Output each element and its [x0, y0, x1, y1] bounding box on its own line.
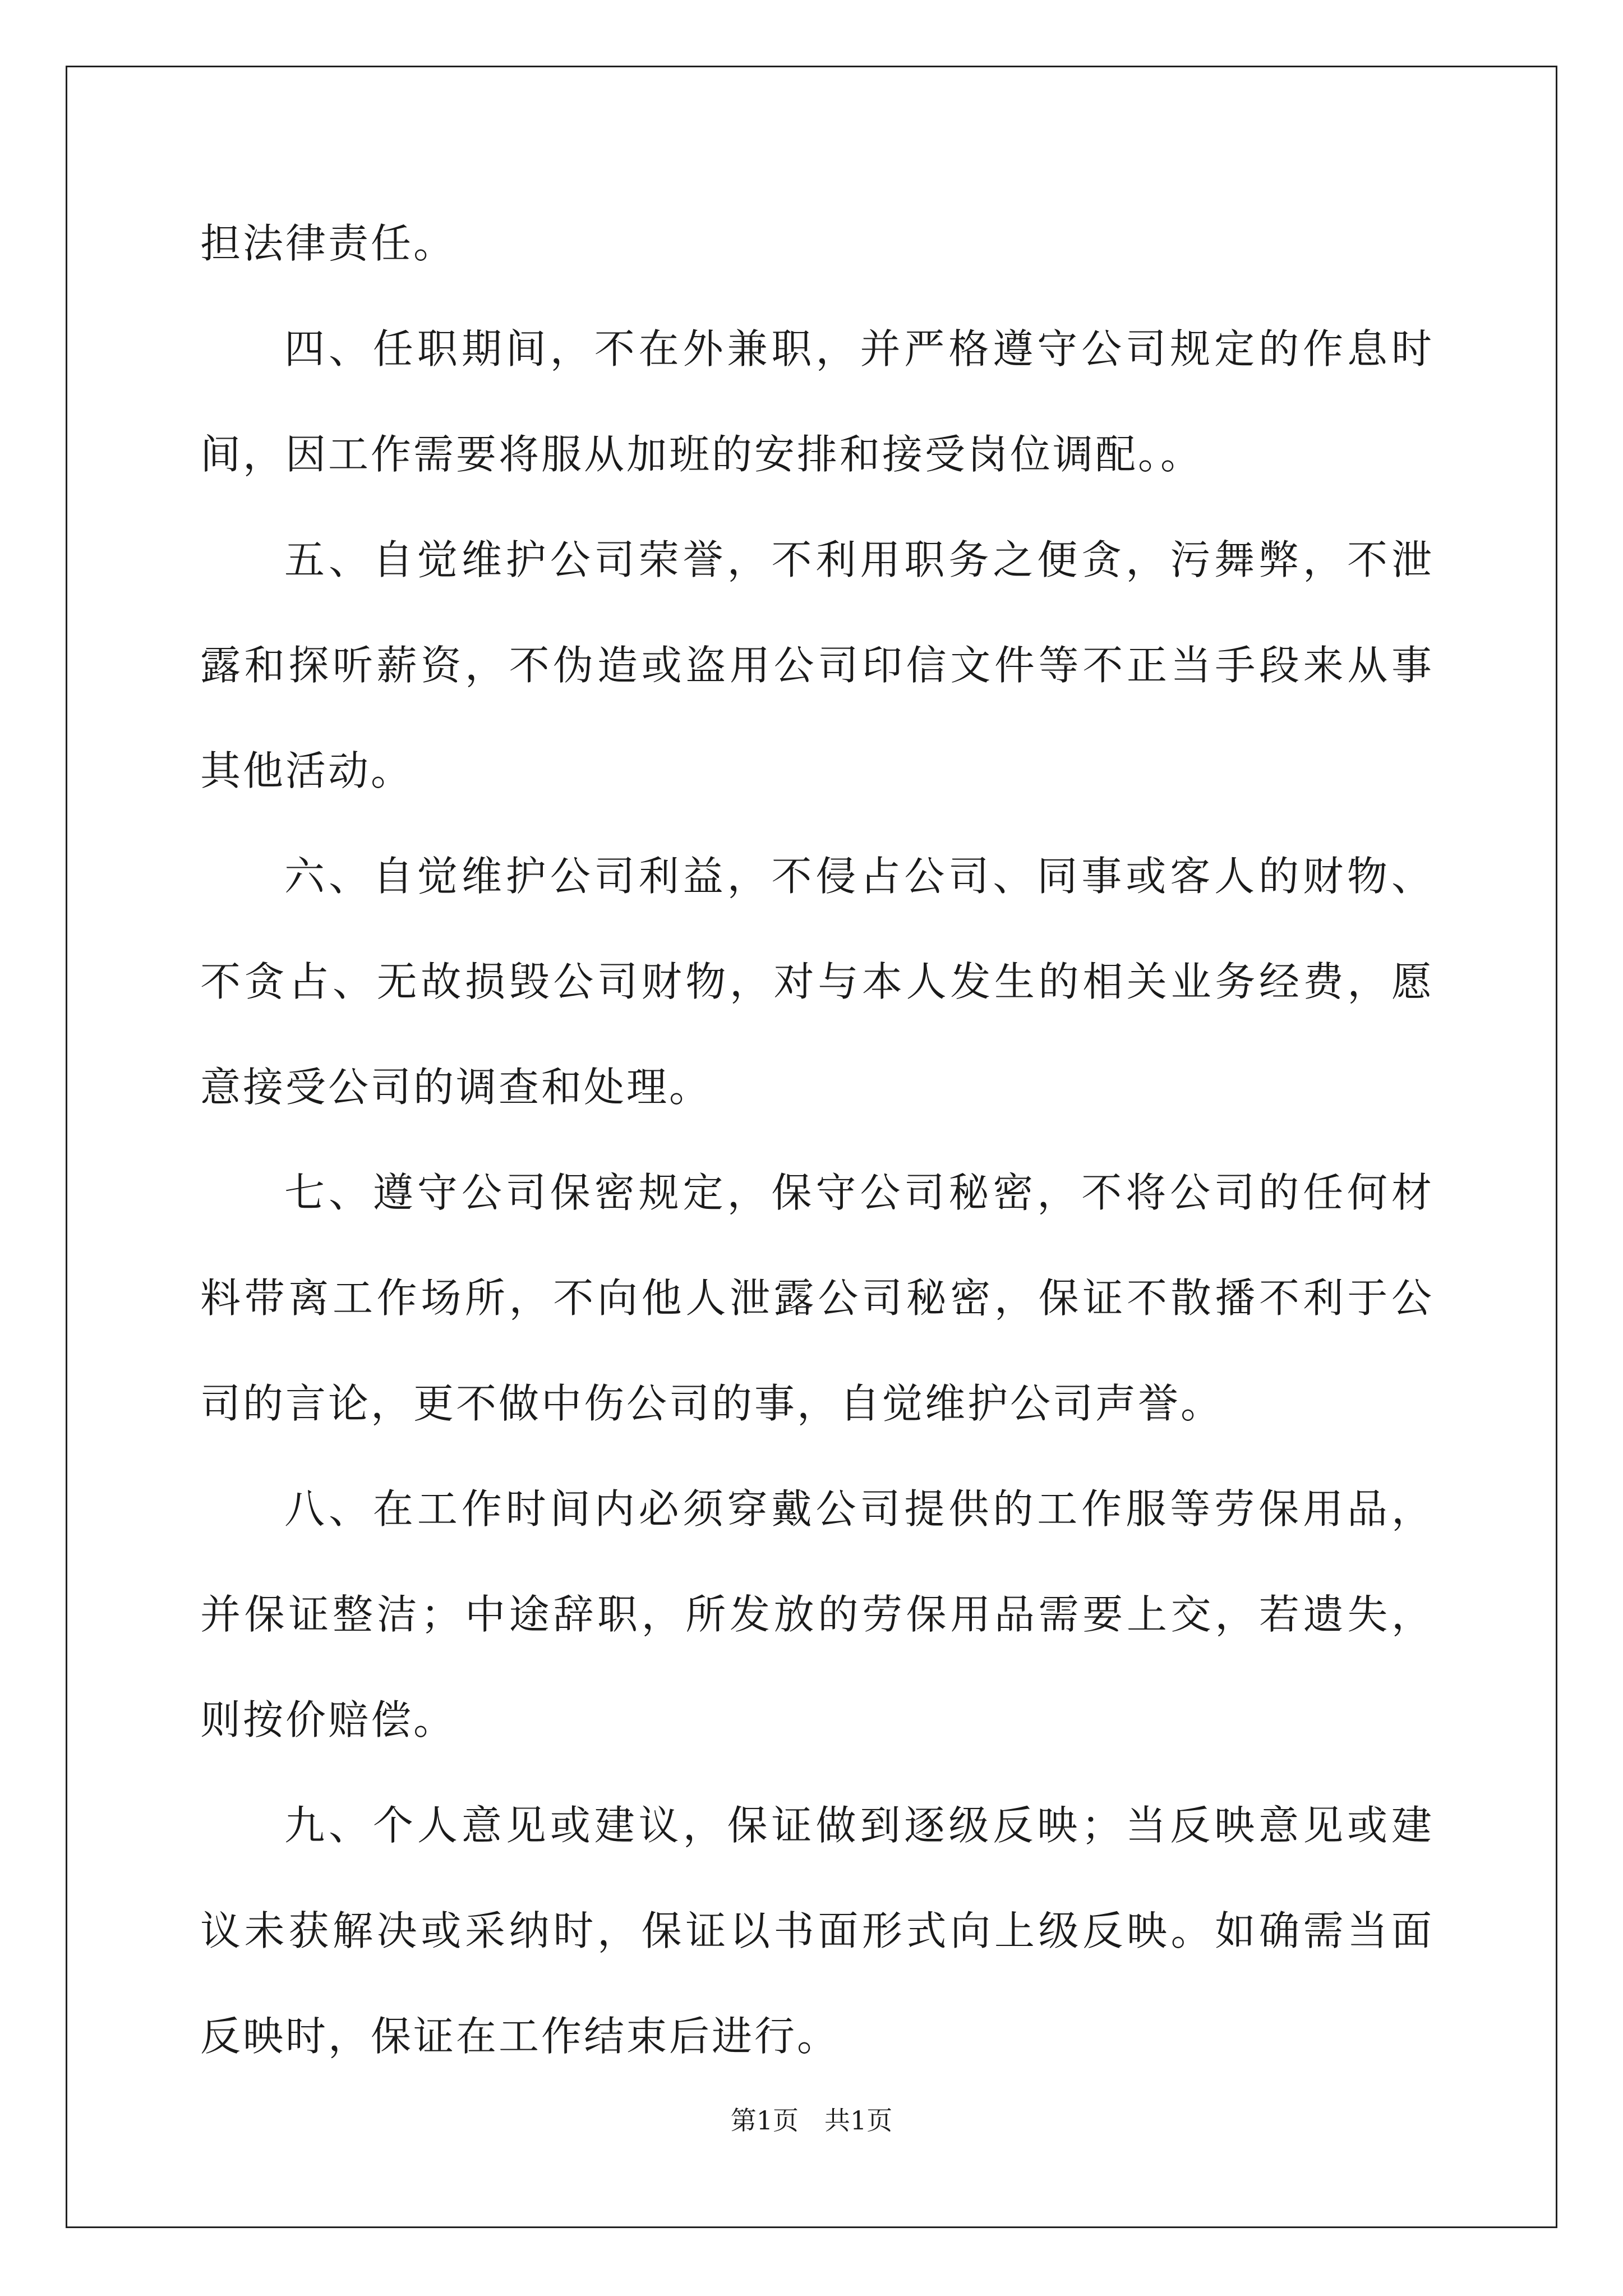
paragraph-3: 六、自觉维护公司利益，不侵占公司、同事或客人的财物、不贪占、无故损毁公司财物，对与本人发生的相关业务经费，愿意接受公司的调查和处理。 [200, 853, 1434, 1111]
document-body [200, 191, 1434, 2089]
paragraph-2: 五、自觉维护公司荣誉，不利用职务之便贪，污舞弊，不泄露和探听薪资，不伪造或盗用公司印信文件等不正当手段来从事其他活动。 [200, 536, 1434, 794]
page-number: 第1页 共1页 [730, 2105, 893, 2136]
paragraph-1: 四、任职期间，不在外兼职，并严格遵守公司规定的作息时间，因工作需要将服从加班的安排和接受岗位调配。。 [200, 325, 1434, 478]
paragraph-4: 七、遵守公司保密规定，保守公司秘密，不将公司的任何材料带离工作场所，不向他人泄露公司秘密，保证不散播不利于公司的言论，更不做中伤公司的事，自觉维护公司声誉。 [200, 1169, 1434, 1427]
paragraph-5: 八、在工作时间内必须穿戴公司提供的工作服等劳保用品，并保证整洁；中途辞职，所发放的劳保用品需要上交，若遗失，则按价赔偿。 [200, 1485, 1434, 1743]
paragraph-0: 担法律责任。 [200, 220, 457, 267]
paragraph-6: 九、个人意见或建议，保证做到逐级反映；当反映意见或建议未获解决或采纳时，保证以书面形式向上级反映。如确需当面反映时，保证在工作结束后进行。 [200, 1802, 1434, 2060]
